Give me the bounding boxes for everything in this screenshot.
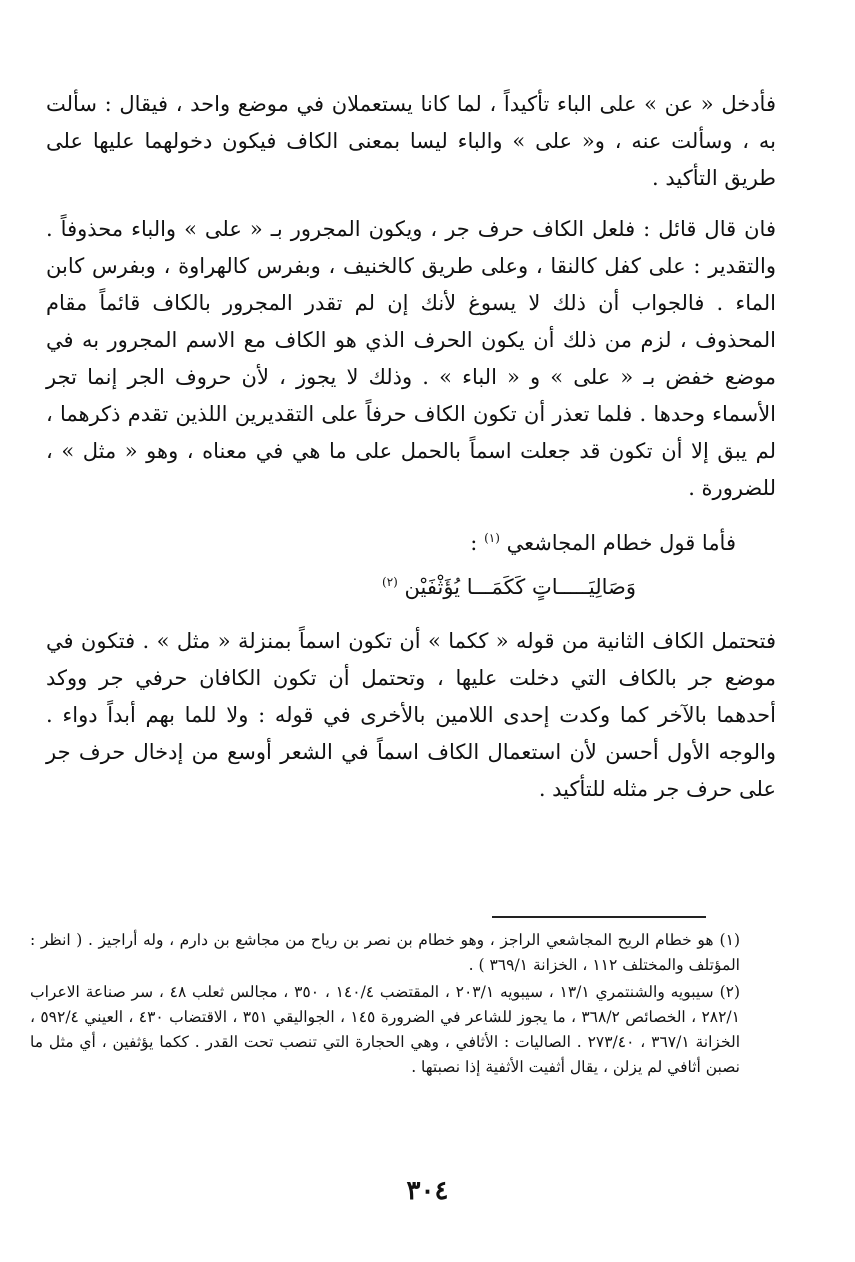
footnote-text: سيبويه والشنتمري ١٣/١ ، سيبويه ٢٠٣/١ ، المقتضب ١٤٠/٤ ، ٣٥٠ ، مجالس ثعلب ٤٨ ، سر صناعة الاعراب ٢٨٢/١ ، الخصائص ٣٦٨/٢ ، ما يجوز للشاعر في الضرورة ١٤٥ ، الجواليقي ٣٥١ ، الاقتضاب ٤٣٠ ، العيني ٥٩٢/٤ ، الخزانة ٣٦٧/١ ، ٢٧٣/٤٠ . الصاليات : الأثافي ، وهي الحجارة التي تنصب تحت القدر . ككما يؤثفين ، أي مثل ما نصبن أثافي لم يزلن ، يقال أثفيت الأثفية إذا نصبتها . (30, 983, 741, 1076)
footnote-ref-1: (١) (484, 531, 500, 545)
footnote-text: هو خطام الريح المجاشعي الراجز ، وهو خطام بن نصر بن رياح من مجاشع بن دارم ، وله أراجيز . ( انظر : المؤتلف والمختلف ١١٢ ، الخزانة ٣٦٩/١ ) . (30, 931, 740, 974)
footnote-divider (492, 916, 706, 918)
quote-intro-colon: : (470, 531, 478, 555)
footnote-number: (١) (719, 931, 740, 949)
footnote-number: (٢) (719, 983, 741, 1001)
verse-text: وَصَالِيَـــــاتٍ كَكَمَـــا يُؤَثْفَيْن (404, 575, 636, 599)
paragraph-3: فتحتمل الكاف الثانية من قوله « ككما » أن تكون اسماً بمنزلة « مثل » . فتكون في موضع جر بالكاف التي دخلت عليها ، وتحتمل أن تكون الكافان حرفي جر ووكد أحدهما بالآخر كما وكدت إحدى اللامين بالأخرى في قوله : ولا للما بهم أبداً دواء . والوجه الأول أحسن لأن استعمال الكاف اسماً في الشعر أوسع من إدخال حرف جر على حرف جر مثله للتأكيد . (46, 629, 776, 801)
quote-intro (46, 521, 776, 560)
paragraph-2: فان قال قائل : فلعل الكاف حرف جر ، ويكون المجرور بـ « على » والباء محذوفاً . والتقدير : على كفل كالنقا ، وعلى طريق كالخنيف ، وبفرس كالهراوة ، وبفرس كابن الماء . فالجواب أن ذلك لا يسوغ لأنك إن لم تقدر المجرور بالكاف قائماً مقام المحذوف ، لزم من ذلك أن يكون الحرف الذي هو الكاف مع الاسم المجرور به في موضع خفض بـ « على » و « الباء » . وذلك لا يجوز ، لأن حروف الجر إنما تجر الأسماء وحدها . فلما تعذر أن تكون الكاف حرفاً على التقديرين اللذين تقدم ذكرهما ، لم يبق إلا أن تكون قد جعلت اسماً بالحمل على ما هي في معناه ، وهو « مثل » ، للضرورة . (46, 217, 777, 500)
paragraph-1: فأدخل « عن » على الباء تأكيداً ، لما كانا يستعملان في موضع واحد ، فيقال : سألت به ، وسألت عنه ، و« على » والباء ليسا بمعنى الكاف فيكون دخولهما عليها على طريق التأكيد . (46, 92, 776, 190)
page-number: ٣٠٤ (406, 1176, 449, 1206)
footnote-1 (30, 928, 740, 978)
footnote-2 (30, 980, 740, 1080)
main-text (46, 86, 776, 822)
footnote-ref-2: (٢) (382, 575, 398, 589)
verse-line (46, 566, 776, 603)
footnotes (30, 928, 740, 1082)
quote-intro-text: فأما قول خطام المجاشعي (506, 531, 736, 555)
